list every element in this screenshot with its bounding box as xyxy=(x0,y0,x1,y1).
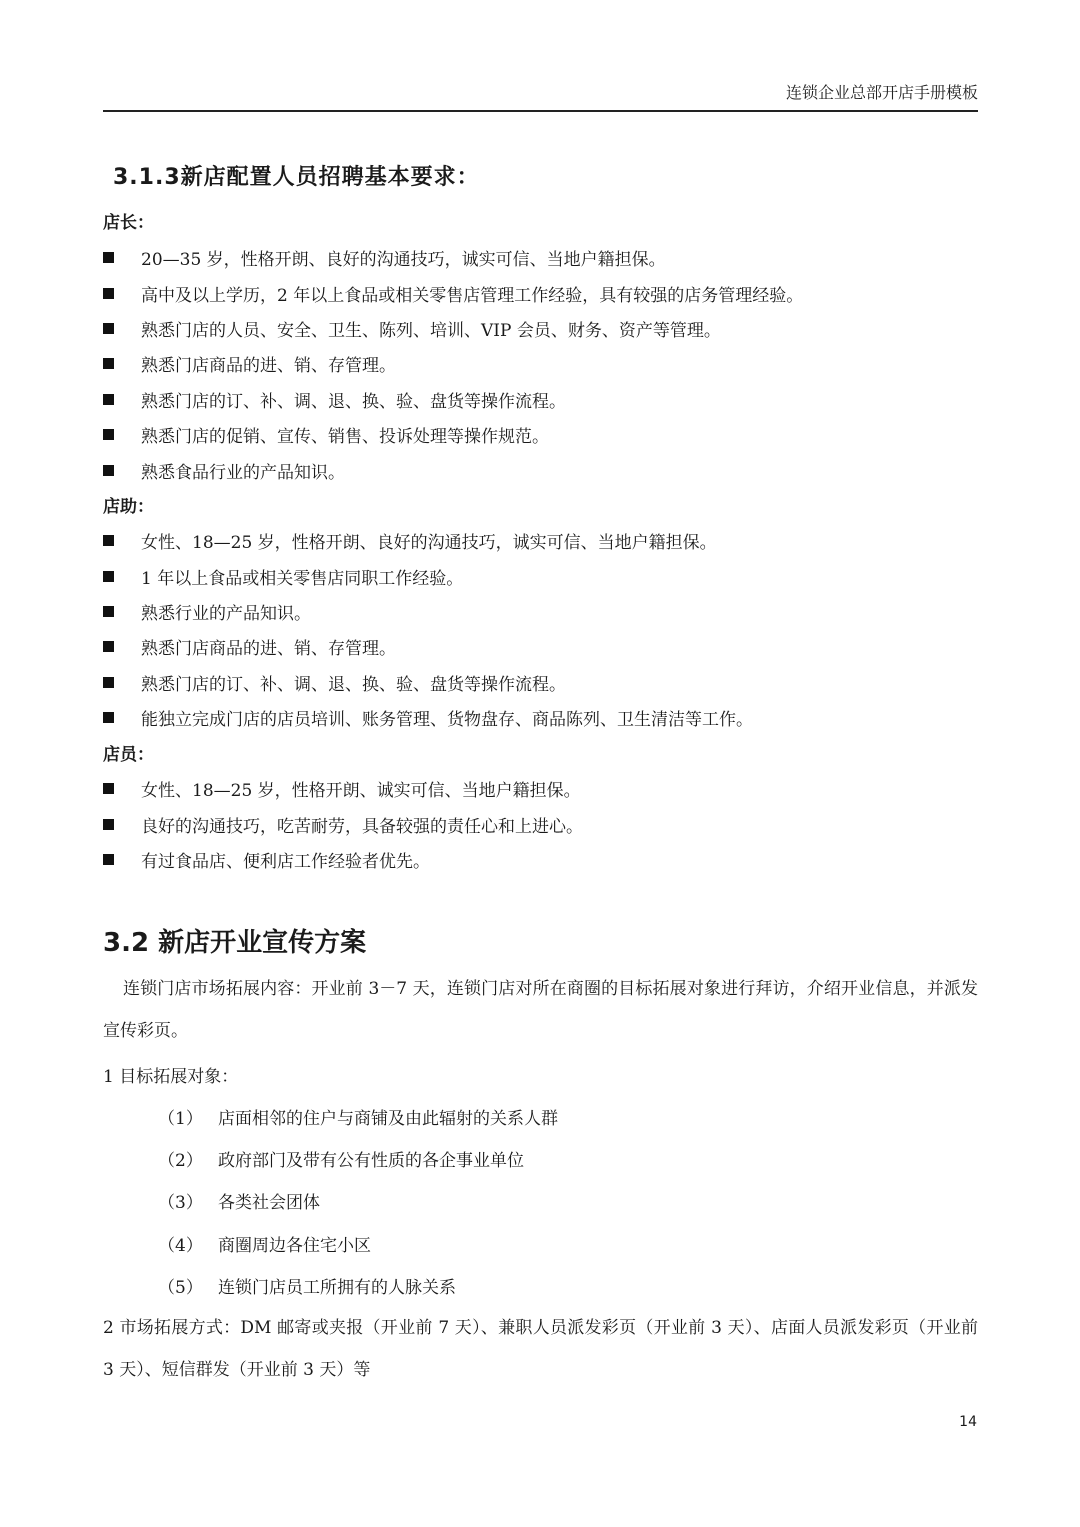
targets-list xyxy=(158,1095,558,1307)
square-bullet-icon xyxy=(103,854,114,865)
list-item: 女性、18—25 岁，性格开朗、诚实可信、当地户籍担保。 xyxy=(103,771,583,806)
targets-title: 1 目标拓展对象： xyxy=(103,1067,239,1087)
square-bullet-icon xyxy=(103,394,114,405)
page-header xyxy=(103,80,978,112)
list-number: （2） xyxy=(158,1151,203,1172)
list-item: 1 年以上食品或相关零售店同职工作经验。 xyxy=(103,558,753,593)
square-bullet-icon xyxy=(103,783,114,794)
role-label-manager: 店长： xyxy=(103,213,154,233)
list-number: （1） xyxy=(158,1108,203,1129)
square-bullet-icon xyxy=(103,712,114,723)
square-bullet-icon xyxy=(103,465,114,476)
role-label-assistant: 店助： xyxy=(103,497,154,517)
list-number: （3） xyxy=(158,1193,203,1214)
list-item: 熟悉行业的产品知识。 xyxy=(103,594,753,629)
square-bullet-icon xyxy=(103,288,114,299)
assistant-requirements-list xyxy=(103,523,753,735)
square-bullet-icon xyxy=(103,819,114,830)
header-title: 连锁企业总部开店手册模板 xyxy=(785,83,978,102)
clerk-requirements-list xyxy=(103,771,583,877)
square-bullet-icon xyxy=(103,677,114,688)
square-bullet-icon xyxy=(103,323,114,334)
square-bullet-icon xyxy=(103,535,114,546)
intro-paragraph: 连锁门店市场拓展内容：开业前 3－7 天，连锁门店对所在商圈的目标拓展对象进行拜访，介绍开业信息，并派发宣传彩页。 xyxy=(103,979,978,1041)
list-item: 良好的沟通技巧，吃苦耐劳，具备较强的责任心和上进心。 xyxy=(103,806,583,841)
list-item: 熟悉食品行业的产品知识。 xyxy=(103,452,803,487)
list-item: 熟悉门店的人员、安全、卫生、陈列、培训、VIP 会员、财务、资产等管理。 xyxy=(103,311,803,346)
list-item: 能独立完成门店的店员培训、账务管理、货物盘存、商品陈列、卫生清洁等工作。 xyxy=(103,700,753,735)
list-number: （5） xyxy=(158,1278,203,1299)
square-bullet-icon xyxy=(103,641,114,652)
list-item: （5） 连锁门店员工所拥有的人脉关系 xyxy=(158,1265,558,1307)
page-number: 14 xyxy=(959,1414,977,1430)
list-item: 熟悉门店的订、补、调、退、换、验、盘货等操作流程。 xyxy=(103,665,753,700)
list-item: 熟悉门店商品的进、销、存管理。 xyxy=(103,629,753,664)
list-item: 高中及以上学历，2 年以上食品或相关零售店管理工作经验，具有较强的店务管理经验。 xyxy=(103,275,803,310)
manager-requirements-list xyxy=(103,240,803,488)
square-bullet-icon xyxy=(103,429,114,440)
list-number: （4） xyxy=(158,1235,203,1256)
list-item: （3） 各类社会团体 xyxy=(158,1180,558,1222)
list-item: （1） 店面相邻的住户与商铺及由此辐射的关系人群 xyxy=(158,1095,558,1137)
list-item: （2） 政府部门及带有公有性质的各企事业单位 xyxy=(158,1137,558,1179)
section-heading-3-2: 3.2 新店开业宣传方案 xyxy=(103,928,367,958)
list-item: 熟悉门店商品的进、销、存管理。 xyxy=(103,346,803,381)
list-item: 女性、18—25 岁，性格开朗、良好的沟通技巧，诚实可信、当地户籍担保。 xyxy=(103,523,753,558)
square-bullet-icon xyxy=(103,571,114,582)
methods-paragraph: 2 市场拓展方式：DM 邮寄或夹报（开业前 7 天）、兼职人员派发彩页（开业前 3 天）、店面人员派发彩页（开业前 3 天）、短信群发（开业前 3 天）等 xyxy=(103,1318,978,1380)
section-heading-3-1-3: 3.1.3新店配置人员招聘基本要求： xyxy=(113,165,480,190)
list-item: 熟悉门店的订、补、调、退、换、验、盘货等操作流程。 xyxy=(103,382,803,417)
list-item: 20—35 岁，性格开朗、良好的沟通技巧，诚实可信、当地户籍担保。 xyxy=(103,240,803,275)
square-bullet-icon xyxy=(103,358,114,369)
list-item: （4） 商圈周边各住宅小区 xyxy=(158,1222,558,1264)
square-bullet-icon xyxy=(103,252,114,263)
list-item: 熟悉门店的促销、宣传、销售、投诉处理等操作规范。 xyxy=(103,417,803,452)
square-bullet-icon xyxy=(103,606,114,617)
role-label-clerk: 店员： xyxy=(103,745,154,765)
list-item: 有过食品店、便利店工作经验者优先。 xyxy=(103,842,583,877)
